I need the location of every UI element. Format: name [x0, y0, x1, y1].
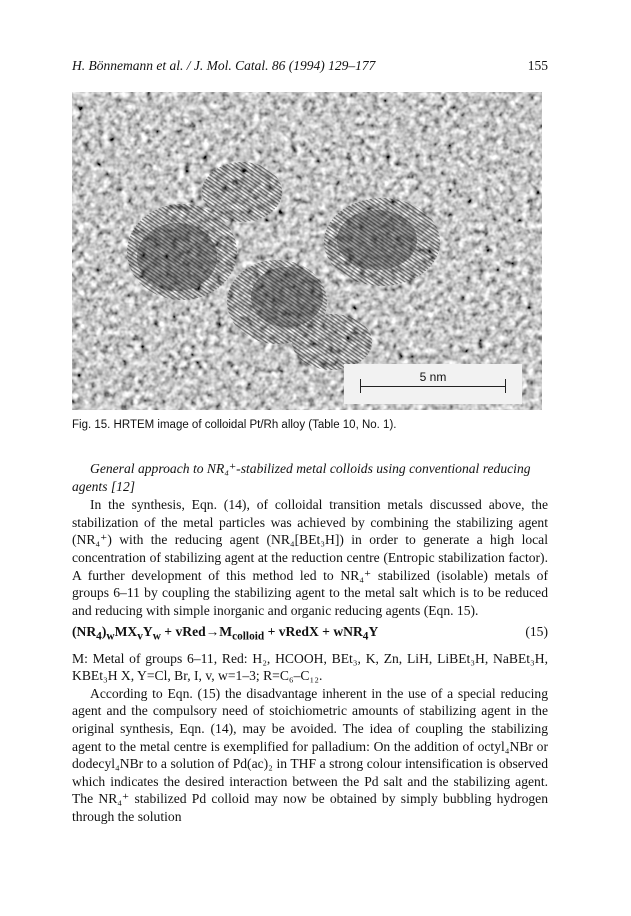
scale-bar-line: [360, 386, 506, 387]
article-body: [72, 460, 548, 826]
scale-bar-tick-right: [505, 379, 506, 393]
hrtem-image: [72, 92, 542, 410]
scale-bar-label: 5 nm: [419, 370, 447, 384]
equation-number: (15): [525, 624, 548, 640]
equation-legend: M: Metal of groups 6–11, Red: H₂, HCOOH, BEt₃, K, Zn, LiH, LiBEt₃H, NaBEt₃H, KBEt₃H X, Y=Cl, Br, I, v, w=1–3; R=C₆–C₁₂.: [72, 650, 548, 684]
section-heading: General approach to NR₄⁺-stabilized metal colloids using conventional reducing agents [12]: [72, 461, 531, 494]
running-header: [72, 58, 548, 78]
scale-bar-tick-left: [360, 379, 361, 393]
page-number: 155: [527, 58, 548, 73]
paragraph-1: In the synthesis, Eqn. (14), of colloidal transition metals discussed above, the stabilization of the metal particles was achieved by combining the stabilizing agent (NR₄⁺) with the reducing agent (NR₄[BEt₃H]) in order to generate a high local concentration of stabilizing agent at the reduction centre (Entropic stabilization factor). A further development of this method led to NR₄⁺ stabilized (isolable) metals of groups 6–11 by coupling the stabilizing agent to the metal salt which is to be reduced and reducing with simple inorganic and organic reducing agents (Eqn. 15).: [72, 497, 548, 618]
journal-citation: H. Bönnemann et al. / J. Mol. Catal. 86 (1994) 129–177: [72, 58, 376, 73]
hrtem-micrograph: [72, 92, 542, 410]
equation-expression: $(NR_4)_wMX_vY_w$ + $vRed\to M_{colloid}$ + vRedX + wNR$_4$Y: [72, 624, 379, 644]
scale-bar: [344, 364, 522, 404]
figure-caption: Fig. 15. HRTEM image of colloidal Pt/Rh alloy (Table 10, No. 1).: [72, 419, 397, 431]
paragraph-2: According to Eqn. (15) the disadvantage inherent in the use of a special reducing agent and the compulsory need of stoichiometric amounts of stabilizing agent in the original synthesis, Eqn. (14), may be avoided. The idea of coupling the stabilizing agent to the metal centre is exemplified for palladium: On the addition of octyl₄NBr or dodecyl₄NBr to a solution of Pd(ac)₂ in THF a strong colour intensification is observed which indicates the desired interaction between the Pd salt and the stabilizing agent. The NR₄⁺ stabilized Pd colloid may now be obtained by simply bubbling hydrogen through the solution: [72, 685, 548, 824]
equation-15: [72, 623, 548, 646]
